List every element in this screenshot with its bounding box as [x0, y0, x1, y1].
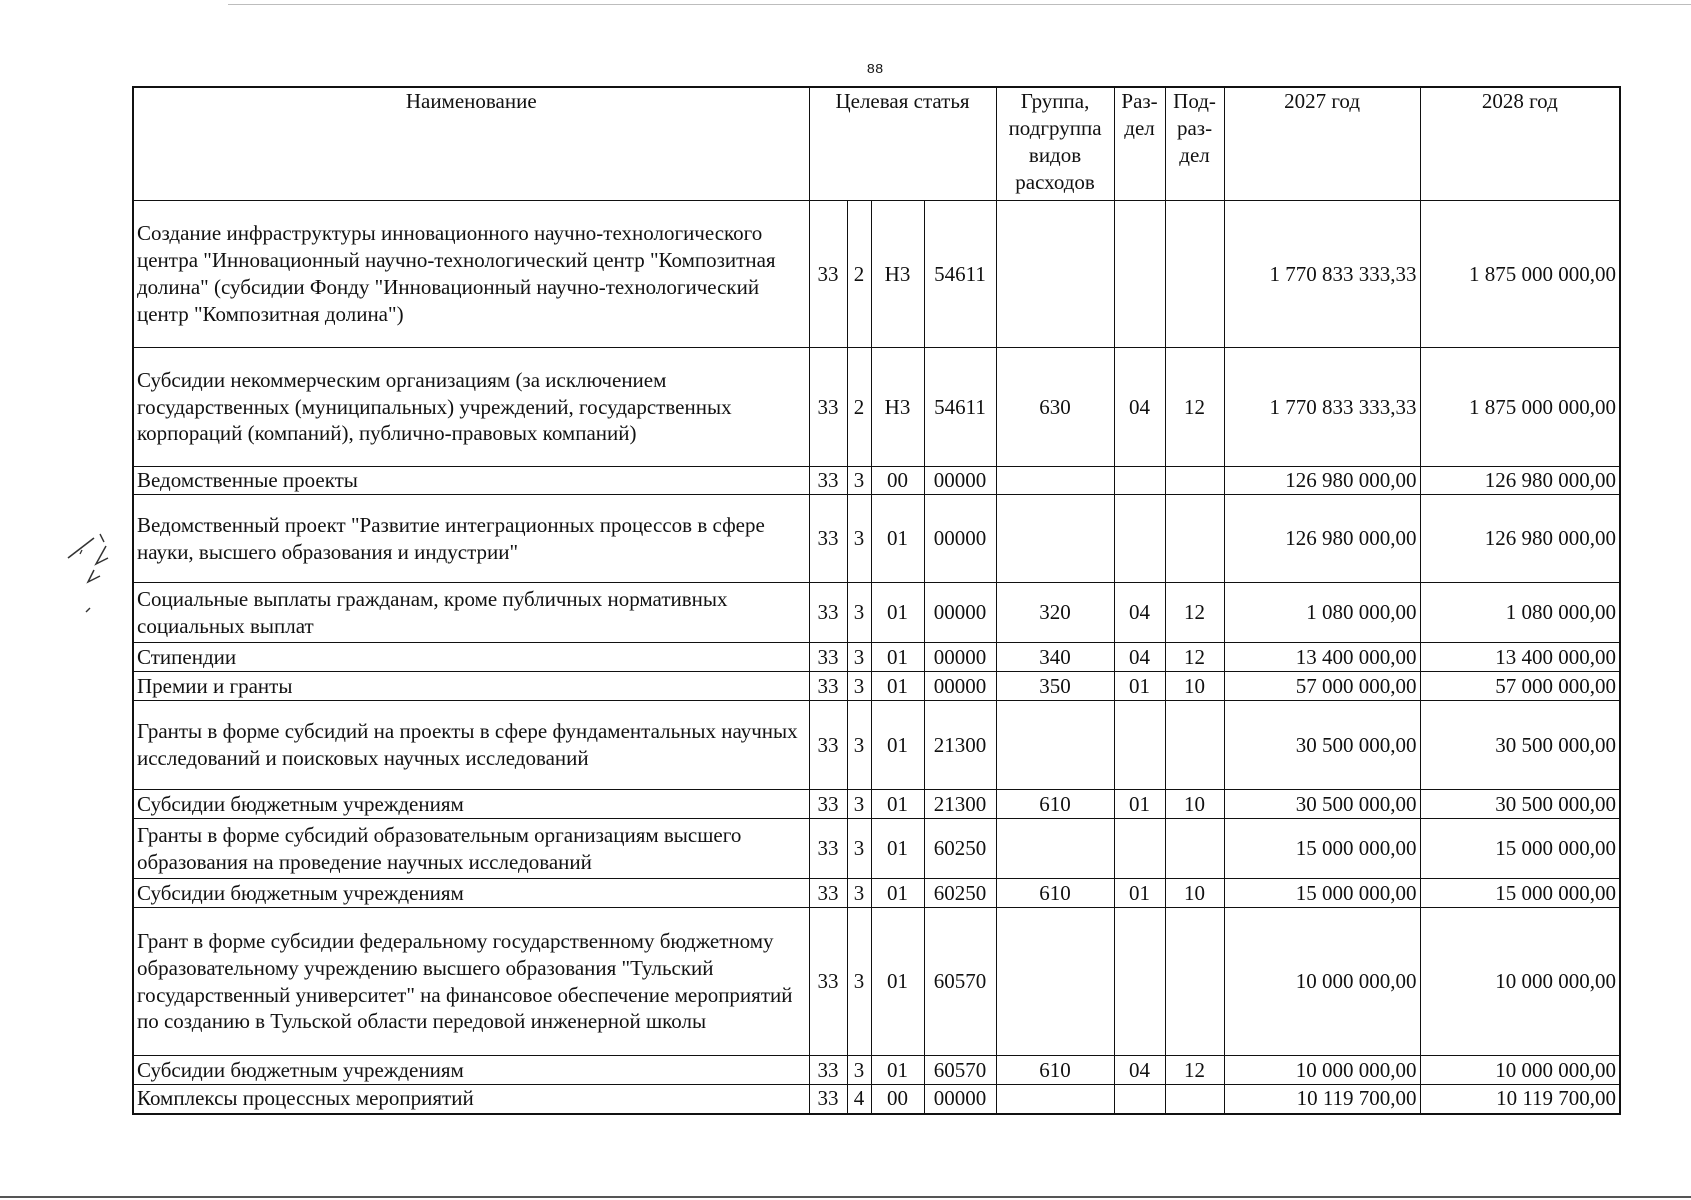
row-name: Субсидии бюджетным учреждениям: [133, 1056, 809, 1085]
expense-group: [996, 201, 1114, 348]
code-subprogram: 2: [847, 201, 871, 348]
code-program: 33: [809, 348, 847, 467]
amount-2027: 10 119 700,00: [1224, 1085, 1420, 1114]
subsection: [1165, 201, 1224, 348]
expense-group: 610: [996, 790, 1114, 819]
amount-2027: 1 770 833 333,33: [1224, 348, 1420, 467]
row-name: Гранты в форме субсидий образовательным организациям высшего образования на проведение научных исследований: [133, 819, 809, 879]
subsection: 12: [1165, 643, 1224, 672]
expense-group: [996, 819, 1114, 879]
row-name: Субсидии бюджетным учреждениям: [133, 879, 809, 908]
amount-2027: 30 500 000,00: [1224, 701, 1420, 790]
code-item: 00000: [924, 672, 996, 701]
row-name: Социальные выплаты гражданам, кроме публичных нормативных социальных выплат: [133, 583, 809, 643]
row-name: Грант в форме субсидии федеральному государственному бюджетному образовательному учреждению высшего образования "Тульский государственный университет" на финансовое обеспечение мероприятий по созданию в Тульской области передовой инженерной школы: [133, 908, 809, 1056]
code-program: 33: [809, 819, 847, 879]
amount-2027: 13 400 000,00: [1224, 643, 1420, 672]
table-row: [133, 201, 1620, 348]
subsection: [1165, 495, 1224, 583]
expense-group: [996, 495, 1114, 583]
code-program: 33: [809, 467, 847, 495]
subsection: [1165, 467, 1224, 495]
code-program: 33: [809, 1056, 847, 1085]
amount-2027: 126 980 000,00: [1224, 467, 1420, 495]
section: [1114, 467, 1165, 495]
code-subprogram: 2: [847, 348, 871, 467]
amount-2028: 1 875 000 000,00: [1420, 201, 1620, 348]
code-item: 21300: [924, 701, 996, 790]
amount-2028: 30 500 000,00: [1420, 790, 1620, 819]
row-name: Премии и гранты: [133, 672, 809, 701]
row-name: Создание инфраструктуры инновационного научно-технологического центра "Инновационный научно-технологический центр "Композитная долина" (субсидии Фонду "Инновационный научно-технологический центр "Композитная долина"): [133, 201, 809, 348]
amount-2027: 10 000 000,00: [1224, 908, 1420, 1056]
table-row: [133, 643, 1620, 672]
amount-2027: 126 980 000,00: [1224, 495, 1420, 583]
code-direction: 01: [871, 879, 924, 908]
code-program: 33: [809, 201, 847, 348]
row-name: Ведомственные проекты: [133, 467, 809, 495]
code-direction: 01: [871, 908, 924, 1056]
amount-2028: 15 000 000,00: [1420, 819, 1620, 879]
code-subprogram: 3: [847, 643, 871, 672]
section: 04: [1114, 643, 1165, 672]
expense-group: 610: [996, 1056, 1114, 1085]
amount-2028: 13 400 000,00: [1420, 643, 1620, 672]
code-item: 54611: [924, 201, 996, 348]
section: [1114, 1085, 1165, 1114]
section: 04: [1114, 583, 1165, 643]
expense-group: 320: [996, 583, 1114, 643]
subsection: 12: [1165, 1056, 1224, 1085]
code-item: 00000: [924, 1085, 996, 1114]
amount-2028: 126 980 000,00: [1420, 495, 1620, 583]
header-name: Наименование: [133, 87, 809, 201]
amount-2027: 1 770 833 333,33: [1224, 201, 1420, 348]
header-group: Группа, подгруппа видов расходов: [996, 87, 1114, 201]
code-subprogram: 3: [847, 701, 871, 790]
table-row: [133, 348, 1620, 467]
code-subprogram: 3: [847, 819, 871, 879]
table-header-row: [133, 87, 1620, 201]
header-section: Раз-дел: [1114, 87, 1165, 201]
amount-2028: 1 080 000,00: [1420, 583, 1620, 643]
amount-2027: 10 000 000,00: [1224, 1056, 1420, 1085]
subsection: [1165, 819, 1224, 879]
row-name: Субсидии бюджетным учреждениям: [133, 790, 809, 819]
subsection: 10: [1165, 790, 1224, 819]
code-direction: 01: [871, 495, 924, 583]
section: 01: [1114, 879, 1165, 908]
row-name: Субсидии некоммерческим организациям (за исключением государственных (муниципальных) учреждений, государственных корпораций (компаний), публично-правовых компаний): [133, 348, 809, 467]
row-name: Ведомственный проект "Развитие интеграционных процессов в сфере науки, высшего образования и индустрии": [133, 495, 809, 583]
section: 04: [1114, 1056, 1165, 1085]
code-direction: 00: [871, 1085, 924, 1114]
code-direction: 00: [871, 467, 924, 495]
amount-2028: 15 000 000,00: [1420, 879, 1620, 908]
bottom-scan-rule: [0, 1196, 1691, 1198]
top-scan-rule: [228, 4, 1691, 5]
table-row: [133, 1056, 1620, 1085]
code-item: 54611: [924, 348, 996, 467]
amount-2027: 57 000 000,00: [1224, 672, 1420, 701]
code-subprogram: 3: [847, 879, 871, 908]
table-row: [133, 1085, 1620, 1114]
code-direction: 01: [871, 643, 924, 672]
amount-2027: 15 000 000,00: [1224, 879, 1420, 908]
code-item: 00000: [924, 583, 996, 643]
expense-group: [996, 908, 1114, 1056]
subsection: 10: [1165, 672, 1224, 701]
expense-group: [996, 701, 1114, 790]
table-row: [133, 879, 1620, 908]
section: [1114, 819, 1165, 879]
subsection: 10: [1165, 879, 1224, 908]
table-row: [133, 495, 1620, 583]
code-program: 33: [809, 1085, 847, 1114]
code-direction: 01: [871, 819, 924, 879]
code-item: 00000: [924, 643, 996, 672]
code-item: 60250: [924, 879, 996, 908]
code-item: 00000: [924, 467, 996, 495]
table-row: [133, 908, 1620, 1056]
code-item: 21300: [924, 790, 996, 819]
expense-group: 610: [996, 879, 1114, 908]
code-item: 60570: [924, 1056, 996, 1085]
code-subprogram: 3: [847, 672, 871, 701]
code-direction: 01: [871, 1056, 924, 1085]
amount-2028: 1 875 000 000,00: [1420, 348, 1620, 467]
code-direction: 01: [871, 672, 924, 701]
table-row: [133, 790, 1620, 819]
expense-group: 350: [996, 672, 1114, 701]
code-program: 33: [809, 701, 847, 790]
header-year-2028: 2028 год: [1420, 87, 1620, 201]
table-row: [133, 672, 1620, 701]
subsection: 12: [1165, 583, 1224, 643]
amount-2028: 30 500 000,00: [1420, 701, 1620, 790]
amount-2027: 1 080 000,00: [1224, 583, 1420, 643]
code-subprogram: 3: [847, 495, 871, 583]
table-row: [133, 701, 1620, 790]
subsection: 12: [1165, 348, 1224, 467]
code-subprogram: 3: [847, 790, 871, 819]
code-direction: Н3: [871, 348, 924, 467]
code-program: 33: [809, 583, 847, 643]
amount-2028: 10 119 700,00: [1420, 1085, 1620, 1114]
expense-group: 630: [996, 348, 1114, 467]
section: 04: [1114, 348, 1165, 467]
code-direction: 01: [871, 701, 924, 790]
expense-group: [996, 467, 1114, 495]
expense-group: 340: [996, 643, 1114, 672]
section: [1114, 201, 1165, 348]
code-program: 33: [809, 672, 847, 701]
table-row: [133, 467, 1620, 495]
section: 01: [1114, 790, 1165, 819]
code-program: 33: [809, 790, 847, 819]
table-row: [133, 819, 1620, 879]
code-direction: 01: [871, 583, 924, 643]
header-target-article: Целевая статья: [809, 87, 996, 201]
amount-2028: 57 000 000,00: [1420, 672, 1620, 701]
row-name: Гранты в форме субсидий на проекты в сфере фундаментальных научных исследований и поисковых научных исследований: [133, 701, 809, 790]
amount-2028: 126 980 000,00: [1420, 467, 1620, 495]
code-direction: Н3: [871, 201, 924, 348]
code-item: 00000: [924, 495, 996, 583]
header-year-2027: 2027 год: [1224, 87, 1420, 201]
section: 01: [1114, 672, 1165, 701]
section: [1114, 495, 1165, 583]
amount-2027: 15 000 000,00: [1224, 819, 1420, 879]
budget-table: [132, 86, 1621, 1115]
amount-2028: 10 000 000,00: [1420, 908, 1620, 1056]
amount-2028: 10 000 000,00: [1420, 1056, 1620, 1085]
code-program: 33: [809, 495, 847, 583]
row-name: Стипендии: [133, 643, 809, 672]
table-row: [133, 583, 1620, 643]
code-subprogram: 3: [847, 583, 871, 643]
code-subprogram: 3: [847, 908, 871, 1056]
code-item: 60250: [924, 819, 996, 879]
subsection: [1165, 1085, 1224, 1114]
subsection: [1165, 908, 1224, 1056]
handwritten-margin-mark: [60, 530, 120, 620]
header-subsection: Под-раз-дел: [1165, 87, 1224, 201]
code-subprogram: 3: [847, 467, 871, 495]
code-program: 33: [809, 643, 847, 672]
code-subprogram: 4: [847, 1085, 871, 1114]
expense-group: [996, 1085, 1114, 1114]
section: [1114, 701, 1165, 790]
section: [1114, 908, 1165, 1056]
amount-2027: 30 500 000,00: [1224, 790, 1420, 819]
code-subprogram: 3: [847, 1056, 871, 1085]
code-item: 60570: [924, 908, 996, 1056]
page-number: 88: [866, 62, 884, 78]
row-name: Комплексы процессных мероприятий: [133, 1085, 809, 1114]
code-program: 33: [809, 908, 847, 1056]
subsection: [1165, 701, 1224, 790]
code-program: 33: [809, 879, 847, 908]
code-direction: 01: [871, 790, 924, 819]
